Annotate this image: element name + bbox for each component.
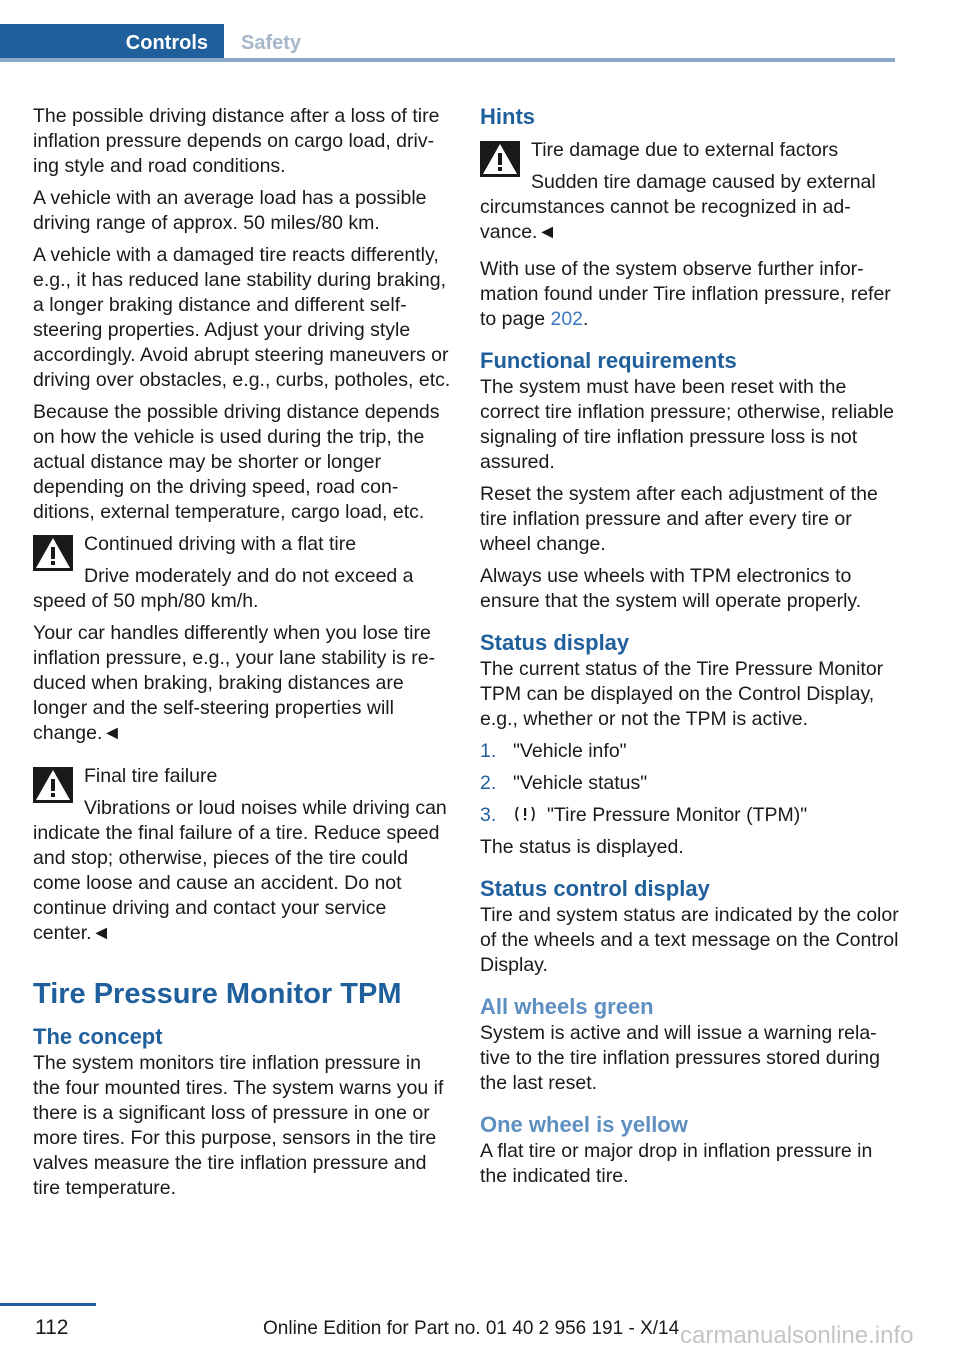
chapter-header xyxy=(0,0,960,62)
warning-flat-tire xyxy=(33,532,451,614)
paragraph-end: . xyxy=(583,308,589,330)
heading-hints: Hints xyxy=(480,104,535,129)
paragraph: The system must have been reset with the correct tire inflation pressure; otherwise, reliable signaling of tire inflation pressure loss is not assured. xyxy=(480,376,895,473)
tab-controls[interactable]: Controls xyxy=(0,24,224,62)
warning-triangle-icon xyxy=(33,767,73,803)
heading-the-concept: The concept xyxy=(33,1024,163,1049)
list-item xyxy=(480,739,900,764)
paragraph: Because the possible driving distance depends on how the vehicle is used during the trip, the actual distance may be shorter or longer depending on the driving speed, road conditions, external temperature, cargo load, etc. xyxy=(33,401,440,523)
section-title-tpm: Tire Pressure Monitor TPM xyxy=(33,978,402,1010)
paragraph: The status is displayed. xyxy=(480,836,684,858)
warning-body: Vibrations or loud noises while driving can indicate the final failure of a tire. Reduce speed and stop; otherwise, pieces of the tire could come loose and cause an accident. Do not continue driving and contact your service center.◄ xyxy=(33,797,447,944)
heading-functional-requirements: Functional requirements xyxy=(480,348,737,373)
heading-all-wheels-green: All wheels green xyxy=(480,994,654,1019)
paragraph: Reset the system after each adjustment of the tire inflation pressure and after every tire or wheel change. xyxy=(480,483,878,555)
footer-divider xyxy=(0,1303,96,1306)
left-column xyxy=(33,104,451,1208)
paragraph: Tire and system status are indicated by the color of the wheels and a text message on the Control Display. xyxy=(480,904,899,976)
step-text: "Tire Pressure Monitor (TPM)" xyxy=(547,804,808,826)
watermark: carmanualsonline.info xyxy=(680,1322,914,1349)
step-number: 3. xyxy=(480,804,497,826)
paragraph: The system monitors tire inflation pressure in the four mounted tires. The system warns you if there is a significant loss of pressure in one or more tires. For this purpose, sensors in the tire valves measure the tire inflation pressure and tire temperature. xyxy=(33,1052,444,1199)
warning-body: Drive moderately and do not exceed a speed of 50 mph/80 km/h. xyxy=(33,565,414,612)
tab-safety[interactable]: Safety xyxy=(241,31,302,54)
warning-external-damage xyxy=(480,138,900,245)
warning-triangle-icon xyxy=(480,141,520,177)
step-text: "Vehicle status" xyxy=(513,772,648,794)
page-link[interactable]: 202 xyxy=(550,308,584,330)
heading-status-control-display: Status control display xyxy=(480,876,710,901)
paragraph: A vehicle with a damaged tire reacts differently, e.g., it has reduced lane stability during braking, a longer braking distance and different self-steering properties. Adjust your driving style accordingly. Avoid abrupt steering maneuvers or driving over obstacles, e.g., curbs, potholes, etc. xyxy=(33,244,451,391)
paragraph: A flat tire or major drop in inflation pressure in the indicated tire. xyxy=(480,1140,873,1187)
step-number: 1. xyxy=(480,740,497,762)
warning-title: Continued driving with a flat tire xyxy=(84,533,357,555)
step-number: 2. xyxy=(480,772,497,794)
edition-label: Online Edition for Part no. 01 40 2 956 191 - X/14 xyxy=(263,1318,680,1339)
list-item xyxy=(480,771,900,796)
paragraph-text: With use of the system observe further information found under Tire inflation pressure, refer to page xyxy=(480,258,891,330)
warning-title: Tire damage due to external factors xyxy=(531,139,839,161)
paragraph xyxy=(480,257,900,332)
warning-final-failure xyxy=(33,764,451,946)
paragraph: Your car handles differently when you lose tire inflation pressure, e.g., your lane stability is reduced when braking, braking distances are longer and the self-steering properties will change.◄ xyxy=(33,622,436,744)
paragraph: Always use wheels with TPM electronics to ensure that the system will operate properly. xyxy=(480,565,862,612)
paragraph: A vehicle with an average load has a possible driving range of approx. 50 miles/80 km. xyxy=(33,187,427,234)
step-text: "Vehicle info" xyxy=(513,740,627,762)
header-divider xyxy=(0,58,895,62)
warning-triangle-icon xyxy=(33,535,73,571)
heading-status-display: Status display xyxy=(480,630,630,655)
warning-body: Sudden tire damage caused by external circumstances cannot be recognized in advance.◄ xyxy=(480,171,876,243)
paragraph: The possible driving distance after a loss of tire inflation pressure depends on cargo load, driving style and road conditions. xyxy=(33,105,440,177)
paragraph: The current status of the Tire Pressure Monitor TPM can be displayed on the Control Display, e.g., whether or not the TPM is active. xyxy=(480,658,884,730)
tire-pressure-warning-icon xyxy=(513,804,537,824)
list-item xyxy=(480,803,900,828)
steps-list xyxy=(480,739,900,828)
warning-title: Final tire failure xyxy=(84,765,218,787)
page-number: 112 xyxy=(35,1316,69,1339)
heading-one-wheel-yellow: One wheel is yellow xyxy=(480,1112,688,1137)
right-column xyxy=(480,104,900,1196)
paragraph: System is active and will issue a warning relative to the tire inflation pressures stored during the last reset. xyxy=(480,1022,880,1094)
